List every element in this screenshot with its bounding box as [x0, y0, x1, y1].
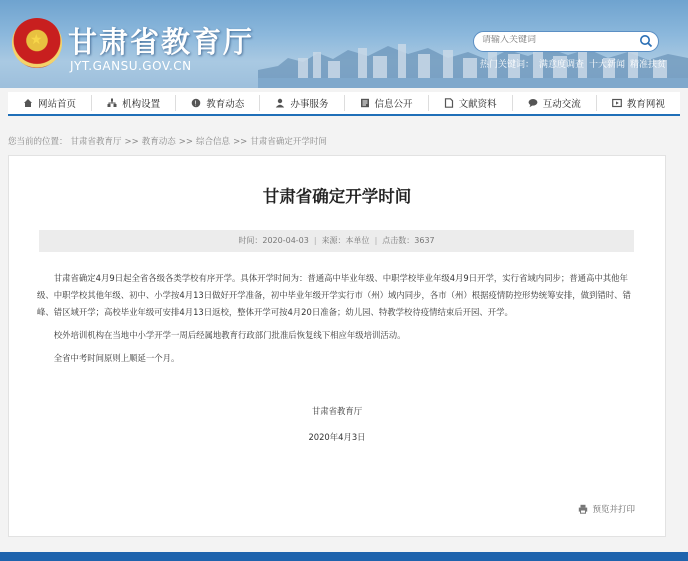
- nav-item-label: 信息公开: [374, 99, 413, 110]
- hot-keyword-link[interactable]: 十大新闻: [589, 60, 626, 70]
- breadcrumb: [8, 135, 330, 147]
- service-icon: [275, 98, 285, 108]
- article-time: 时间：2020-04-03: [238, 236, 309, 245]
- hot-keywords: [480, 57, 671, 70]
- article-signature: 甘肃省教育厅: [311, 406, 363, 416]
- print-preview-button[interactable]: [578, 503, 635, 515]
- nav-item-documents[interactable]: [429, 95, 513, 111]
- breadcrumb-separator: >>: [178, 137, 194, 147]
- nav-item-video[interactable]: [597, 95, 680, 111]
- hot-keyword-link[interactable]: 精准扶贫: [630, 60, 667, 70]
- breadcrumb-separator: >>: [124, 137, 139, 147]
- article-meta: [39, 230, 634, 252]
- footer-bar: [0, 552, 688, 561]
- nav-item-info-disclosure[interactable]: [345, 95, 429, 111]
- site-header: [0, 0, 688, 88]
- breadcrumb-link[interactable]: 综合信息: [196, 137, 231, 147]
- meta-separator: |: [313, 236, 317, 245]
- search-box: [473, 31, 659, 52]
- nav-item-label: 办事服务: [290, 99, 329, 110]
- nav-item-label: 机构设置: [122, 99, 161, 110]
- article-source: 来源：本单位: [321, 236, 370, 245]
- nav-item-label: 网站首页: [38, 99, 77, 110]
- printer-icon: [578, 504, 588, 514]
- main-nav: [8, 92, 680, 116]
- article-clicks: 点击数：3637: [382, 236, 435, 245]
- article-paragraph: 校外培训机构在当地中小学开学一周后经属地教育行政部门批准后恢复线下相应年级培训活动。: [53, 330, 406, 340]
- breadcrumb-current: 甘肃省确定开学时间: [250, 137, 327, 147]
- info-icon: [360, 98, 370, 108]
- meta-separator: |: [374, 236, 378, 245]
- article-title: 甘肃省确定开学时间: [262, 187, 412, 206]
- hot-keywords-label: 热门关键词：: [480, 60, 535, 70]
- nav-item-label: 互动交流: [542, 99, 581, 110]
- breadcrumb-link[interactable]: 甘肃省教育厅: [70, 137, 122, 147]
- site-title: 甘肃省教育厅: [68, 25, 255, 59]
- breadcrumb-prefix: 您当前的位置：: [8, 137, 68, 147]
- news-icon: [191, 98, 201, 108]
- document-icon: [444, 98, 454, 108]
- breadcrumb-link[interactable]: 教育动态: [141, 137, 176, 147]
- search-icon[interactable]: [639, 34, 653, 48]
- nav-item-label: 教育动态: [206, 99, 245, 110]
- nav-item-home[interactable]: [8, 95, 92, 111]
- article-paragraph: 全省中考时间原则上顺延一个月。: [53, 353, 180, 363]
- article-panel: [8, 155, 666, 537]
- site-url: JYT.GANSU.GOV.CN: [70, 59, 192, 73]
- breadcrumb-separator: >>: [233, 137, 248, 147]
- video-icon: [612, 98, 622, 108]
- print-label: 预览并打印: [592, 505, 635, 515]
- nav-item-services[interactable]: [260, 95, 344, 111]
- nav-item-organization[interactable]: [92, 95, 176, 111]
- nav-item-label: 教育网视: [626, 99, 665, 110]
- article-paragraph: 甘肃省确定4月9日起全省各级各类学校有序开学。具体开学时间为：普通高中毕业年级、中职学校毕业年级4月9日开学，实行省域内同步；普通高中其他年级、中职学校其他年级、初中、小学按4月13日做好开学准备，初中毕业年级开学实行市（州）域内同步，各市（州）根据疫情防控形势统筹安排，做到错时、错峰、错区域开学；高校毕业年级可安排4月13日返校，整体开学可按4月20日准备；幼儿园、特教学校待疫情结束后开园、开学。: [37, 273, 631, 317]
- hot-keyword-link[interactable]: 满意度调查: [539, 60, 585, 70]
- nav-item-news[interactable]: [176, 95, 260, 111]
- search-input[interactable]: [482, 35, 632, 45]
- nav-item-label: 文献资料: [458, 99, 497, 110]
- chat-icon: [528, 98, 538, 108]
- national-emblem-logo: ★: [12, 18, 62, 68]
- article-date: 2020年4月3日: [308, 432, 366, 442]
- article-body: [37, 270, 637, 373]
- home-icon: [23, 98, 33, 108]
- nav-item-interaction[interactable]: [513, 95, 597, 111]
- org-icon: [107, 98, 117, 108]
- svg-text:!: !: [194, 99, 198, 108]
